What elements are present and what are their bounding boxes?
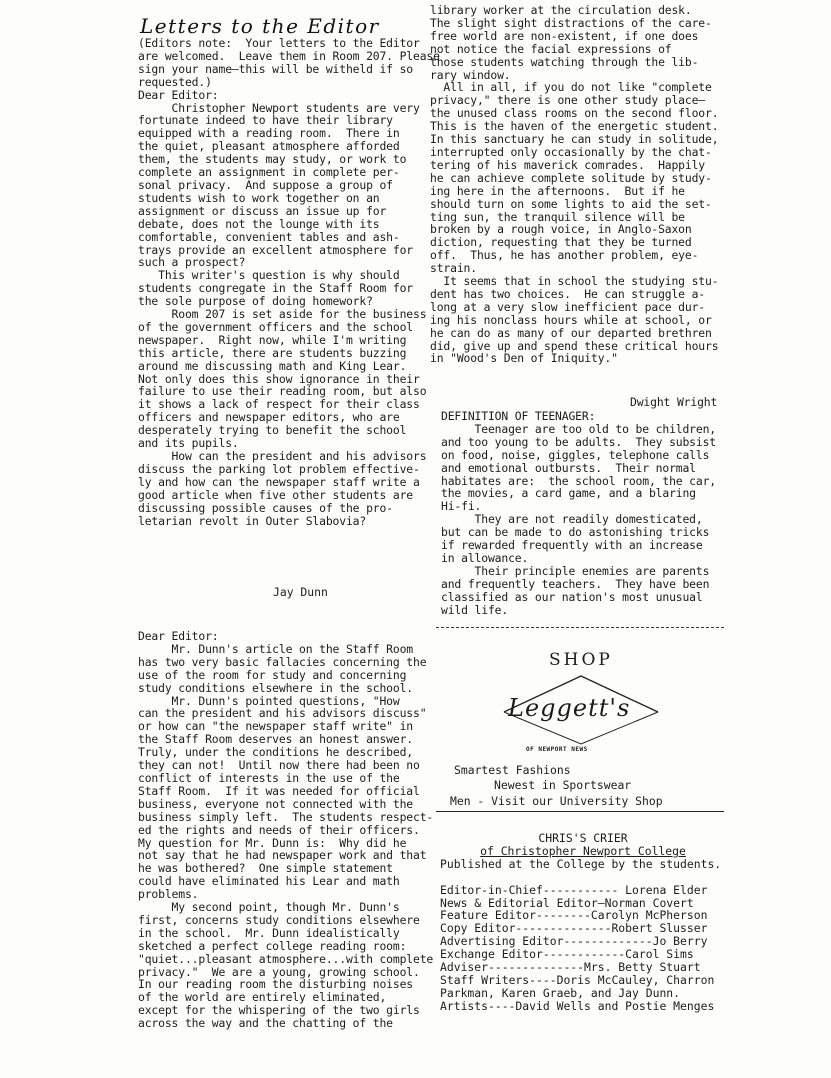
masthead-title: Letters to the Editor [140,14,380,38]
text-line: and its pupils. [138,436,239,451]
text-line: they can not! Until now there had been no [138,758,420,773]
text-line: newspaper. Right now, while I'm writing [138,332,407,347]
text-line: Room 207 is set aside for the business [138,307,427,322]
text-line: All in all, if you do not like "complete [430,80,712,95]
text-line: In our reading room the disturbing noises [138,977,414,992]
staff-box [440,832,726,1013]
text-line: sketched a perfect college reading room: [138,938,407,953]
text-line: study conditions elsewhere in the school. [138,680,414,695]
text-line: desperately trying to benefit the school [138,423,407,438]
text-line: ting sun, the tranquil silence will be [430,209,685,224]
text-line: has two very basic fallacies concerning the [138,654,427,669]
text-line: debate, does not the lounge with its [138,216,380,231]
text-line: such a prospect? [138,255,246,270]
text-line: the Staff Room deserves an honest answer. [138,732,414,747]
text-line: business, everyone not connected with the [138,796,414,811]
signature-dwight-wright: Dwight Wright [630,395,718,409]
text-line: equipped with a reading room. There in [138,126,400,141]
staff-entry: Copy Editor--------------Robert Slusser [440,921,708,936]
text-line: ed the rights and needs of their officers. [138,822,420,837]
text-line: officers and newspaper editors, who are [138,410,400,425]
text-line: complete an assignment in complete per- [138,165,400,180]
text-line: he was bothered? One simple statement [138,861,393,876]
text-line: (Editors note: Your letters to the Editor [138,36,420,50]
staff-published: Published at the College by the students. [440,856,722,871]
staff-entry: Exchange Editor------------Carol Sims [440,947,694,962]
text-line: if rewarded frequently with an increase [441,538,703,553]
text-line: dent has two choices. He can struggle a- [430,286,706,301]
text-line: not notice the facial expressions of [430,41,672,56]
text-line: and emotional outbursts. Their normal [441,460,696,475]
text-line: ing his nonclass hours while at school, or [430,312,712,327]
text-line: classified as our nation's most unusual [441,589,703,604]
text-line: in "Wood's Den of Iniquity." [430,351,618,366]
signature-jay-dunn: Jay Dunn [273,585,328,599]
staff-title: CHRIS'S CRIER [538,831,628,845]
text-line: My second point, though Mr. Dunn's [138,900,400,915]
text-line: the unused class rooms on the second floor. [430,106,719,121]
text-line: could have eliminated his Lear and math [138,874,400,889]
staff-subtitle: of Christopher Newport College [480,843,686,858]
text-line: can the president and his advisors discuss" [138,706,427,721]
text-line: except for the whispering of the two girls [138,1003,420,1018]
text-line: The slight sight distractions of the care- [430,15,712,30]
ad-divider [436,811,724,812]
text-line: or how can "the newspaper staff write" in [138,719,414,734]
text-line: My question for Mr. Dunn is: Why did he [138,835,407,850]
text-line: students congregate in the Staff Room for [138,281,414,296]
letter-two [138,629,434,1031]
text-line: discuss the parking lot problem effective- [138,461,420,476]
leggetts-advertisement [436,640,726,812]
text-line: and too young to be adults. They subsist [441,434,717,449]
text-line: "quiet...pleasant atmosphere...with complete [138,951,434,966]
text-line: off. Thus, he has another problem, eye- [430,248,699,263]
text-line: business simply left. The students respect- [138,809,434,824]
text-line: those students watching through the lib- [430,54,699,69]
letter-two-continued [430,4,724,365]
text-line: It seems that in school the studying stu- [430,274,719,289]
staff-entry: Advertising Editor-------------Jo Berry [440,934,708,949]
text-line: diction, requesting that they be turned [430,235,692,250]
teenager-definition [441,410,735,617]
text-line: habitates are: the school room, the car, [441,473,717,488]
text-line: in the school. Mr. Dunn idealistically [138,925,400,940]
text-line: use of the room for study and concerning [138,667,407,682]
text-line: interrupted only occasionally by the chat- [430,144,712,159]
text-line: This is the haven of the energetic student. [430,119,719,134]
text-line: conflict of interests in the use of the [138,770,400,785]
text-line: This writer's question is why should [138,268,400,283]
ad-shop-heading: SHOP [549,650,613,670]
text-line: first, concerns study conditions elsewhere [138,912,420,927]
text-line: Christopher Newport students are very [138,100,420,115]
text-line: students wish to work together on an [138,190,380,205]
text-line: Dear Editor: [138,629,219,643]
text-line: around me discussing math and King Lear. [138,358,407,373]
ad-line-sportswear: Newest in Sportswear [494,778,632,792]
text-line: requested.) [138,74,212,89]
text-line: Mr. Dunn's pointed questions, "How [138,693,400,708]
text-line: DEFINITION OF TEENAGER: [441,409,596,423]
text-line: ing here in the afternoons. But if he [430,183,685,198]
text-line: free world are non-existent, if one does [430,28,699,43]
text-line: How can the president and his advisors [138,449,427,463]
text-line: on food, noise, giggles, telephone calls [441,447,710,462]
text-line: in allowance. [441,550,529,565]
staff-entry: Staff Writers----Doris McCauley, Charron [440,972,715,987]
ad-line-university-shop: Men - Visit our University Shop [450,794,663,808]
text-line: the sole purpose of doing homework? [138,294,373,309]
text-line: but can be made to do astonishing tricks [441,525,710,540]
text-line: fortunate indeed to have their library [138,113,393,128]
text-line: trays provide an excellent atmosphere for [138,242,414,257]
text-line: broken by a rough voice, in Anglo-Saxon [430,222,692,237]
text-line: privacy," there is one other study place— [430,93,706,108]
text-line: did, give up and spend these critical hours [430,338,719,353]
text-line: privacy." We are a young, growing school. [138,964,420,979]
text-line: it shows a lack of respect for their class [138,397,420,412]
text-line: of the government officers and the school [138,319,414,334]
text-line: Staff Room. If it was needed for official [138,783,420,798]
text-line: the movies, a card game, and a blaring [441,486,696,501]
text-line: In this sanctuary he can study in solitude, [430,132,719,147]
text-line: discussing possible causes of the pro- [138,500,393,515]
letter-one [138,36,440,528]
ad-line-fashions: Smartest Fashions [454,763,571,777]
text-line: assignment or discuss an issue up for [138,203,387,218]
text-line: Teenager are too old to be children, [441,421,717,436]
text-line: Not only does this show ignorance in their [138,371,420,386]
text-line: Their principle enemies are parents [441,563,710,578]
text-line: strain. [430,261,477,276]
text-line: good article when five other students are [138,487,414,502]
ad-of-newport: OF NEWPORT NEWS [526,746,588,753]
text-line: long at a very slow inefficient pace dur- [430,299,706,314]
text-line: not say that he had newspaper work and that [138,848,427,863]
text-line: They are not readily domesticated, [441,512,703,527]
text-line: failure to use their reading room, but also [138,384,427,399]
text-line: ly and how can the newspaper staff write a [138,474,420,489]
text-line: are welcomed. Leave them in Room 207. Please [138,48,440,63]
text-line: tering of his maverick comrades. Happily [430,157,706,172]
text-line: and frequently teachers. They have been [441,576,710,591]
text-line: letarian revolt in Outer Slabovia? [138,513,367,528]
staff-entry: Feature Editor--------Carolyn McPherson [440,908,708,923]
text-line: problems. [138,887,199,902]
section-divider [436,627,724,628]
staff-entry: News & Editorial Editor—Norman Covert [440,895,694,910]
text-line: Dear Editor: [138,87,219,102]
text-line: Hi-fi. [441,499,482,514]
text-line: sign your name—this will be witheld if so [138,61,414,76]
text-line: should turn on some lights to aid the set- [430,196,712,211]
text-line: sonal privacy. And suppose a group of [138,177,393,192]
text-line: rary window. [430,67,511,82]
ad-logo: Leggett's [508,694,631,722]
text-line: across the way and the chatting of the [138,1016,393,1031]
text-line: he can achieve complete solitude by study- [430,170,712,185]
staff-entry: Adviser--------------Mrs. Betty Stuart [440,960,701,975]
text-line: the quiet, pleasant atmosphere afforded [138,139,400,154]
text-line: Truly, under the conditions he described, [138,745,414,760]
text-line: this article, there are students buzzing [138,345,407,360]
text-line: he can do as many of our departed brethren [430,325,712,340]
staff-entry: Editor-in-Chief----------- Lorena Elder [440,882,708,897]
text-line: Mr. Dunn's article on the Staff Room [138,641,414,656]
staff-entry: Parkman, Karen Graeb, and Jay Dunn. [440,985,681,1000]
text-line: wild life. [441,602,509,617]
staff-entry: Artists----David Wells and Postie Menges [440,998,715,1013]
text-line: them, the students may study, or work to [138,152,407,167]
text-line: comfortable, convenient tables and ash- [138,229,400,244]
text-line: library worker at the circulation desk. [430,3,692,17]
text-line: of the world are entirely eliminated, [138,990,387,1005]
